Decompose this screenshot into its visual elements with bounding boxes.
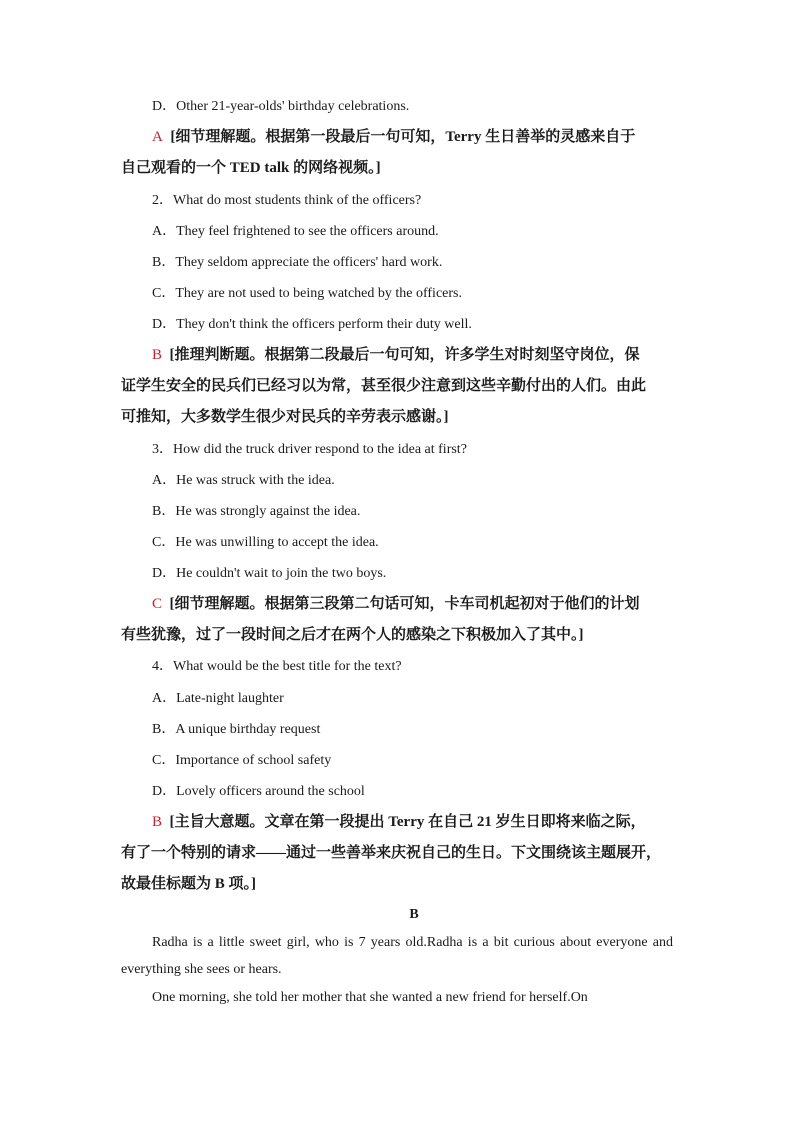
q4-explanation-3: 故最佳标题为 B 项。] — [121, 876, 257, 892]
q2-stem: 2．What do most students think of the officers? — [152, 193, 422, 208]
q4-explanation-2: 有了一个特别的请求——通过一些善举来庆祝自己的生日。下文围绕该主题展开， — [121, 845, 662, 861]
q4-option-c: C．Importance of school safety — [152, 753, 332, 768]
section-b-paragraph-2: One morning, she told her mother that she wanted a new friend for herself.On — [152, 990, 588, 1005]
q3-option-b: B．He was strongly against the idea. — [152, 504, 361, 519]
q1-explanation-2: 自己观看的一个 TED talk 的网络视频。] — [121, 160, 381, 176]
q2-explanation-3: 可推知，大多数学生很少对民兵的辛劳表示感谢。] — [121, 409, 449, 425]
q1-answer-line1 — [152, 127, 635, 147]
q4-stem: 4．What would be the best title for the text? — [152, 659, 402, 674]
q2-answer-line1 — [152, 345, 640, 365]
q1-option-d: D．Other 21-year-olds' birthday celebrations. — [152, 99, 410, 114]
q4-answer-key: B — [152, 814, 163, 830]
q4-answer-line1 — [152, 812, 646, 832]
q2-explanation-1: [推理判断题。根据第二段最后一句可知，许多学生对时刻坚守岗位，保 — [169, 347, 640, 363]
q2-option-a: A．They feel frightened to see the officers around. — [152, 224, 439, 239]
q4-option-b: B．A unique birthday request — [152, 722, 321, 737]
q2-answer-key: B — [152, 347, 163, 363]
q2-explanation-2: 证学生安全的民兵们已经习以为常，甚至很少注意到这些辛勤付出的人们。由此 — [121, 378, 647, 394]
q3-answer-key: C — [152, 596, 163, 612]
q3-stem: 3．How did the truck driver respond to the idea at first? — [152, 442, 467, 457]
q1-explanation-1: [细节理解题。根据第一段最后一句可知，Terry 生日善举的灵感来自于 — [170, 129, 636, 145]
q3-option-a: A．He was struck with the idea. — [152, 473, 335, 488]
q2-option-c: C．They are not used to being watched by the officers. — [152, 286, 462, 301]
q2-option-b: B．They seldom appreciate the officers' hard work. — [152, 255, 443, 270]
q3-explanation-1: [细节理解题。根据第三段第二句话可知，卡车司机起初对于他们的计划 — [169, 596, 640, 612]
q4-option-d: D．Lovely officers around the school — [152, 784, 365, 799]
section-b-paragraph-1: Radha is a little sweet girl, who is 7 years old.Radha is a bit curious about everyone and everything she sees or hears. — [121, 935, 673, 977]
q3-answer-line1 — [152, 594, 640, 614]
section-b-heading: B — [409, 907, 419, 922]
q2-option-d: D．They don't think the officers perform their duty well. — [152, 317, 472, 332]
q4-option-a: A．Late-night laughter — [152, 691, 284, 706]
q4-explanation-1: [主旨大意题。文章在第一段提出 Terry 在自己 21 岁生日即将来临之际， — [169, 814, 646, 830]
q3-explanation-2: 有些犹豫，过了一段时间之后才在两个人的感染之下积极加入了其中。] — [121, 627, 584, 643]
q3-option-d: D．He couldn't wait to join the two boys. — [152, 566, 387, 581]
q3-option-c: C．He was unwilling to accept the idea. — [152, 535, 379, 550]
q1-answer-key: A — [152, 129, 163, 145]
